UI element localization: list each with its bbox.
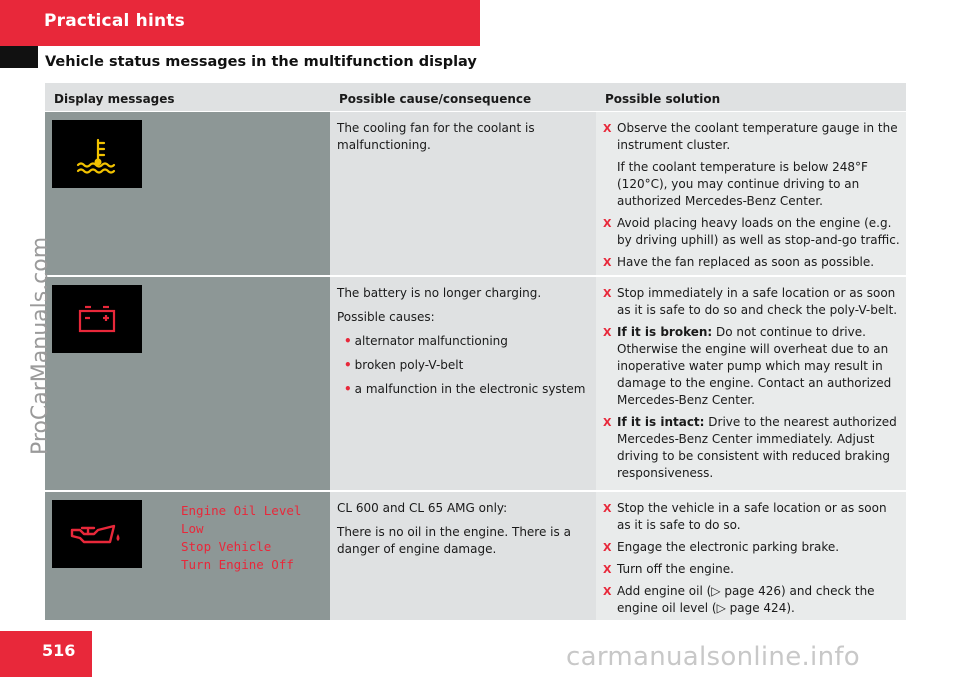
display-cell — [45, 277, 330, 490]
display-cell — [45, 112, 330, 275]
cause-bullet — [337, 357, 588, 374]
cause-text: The cooling fan for the coolant is malfunctioning. — [337, 121, 535, 152]
bullet-text: broken poly-V-belt — [354, 358, 464, 372]
step-marker-icon: X — [603, 585, 612, 598]
oil-warning-message: Engine Oil Level Low Stop Vehicle Turn Engine Off — [181, 503, 302, 572]
cause-bullet — [337, 333, 588, 350]
solution-text: Drive to the nearest authorized Mercedes-Benz Center immediately. Adjust driving to be consistent with reduced braking responsiveness. — [617, 415, 897, 480]
solution-condition: If it is broken: — [617, 325, 713, 339]
solution-step — [602, 500, 902, 534]
solution-step — [602, 414, 902, 482]
watermark-left: ProCarManuals.com — [28, 236, 53, 455]
step-marker-icon: X — [603, 502, 612, 515]
battery-warning-icon — [52, 285, 142, 353]
solution-step — [602, 561, 902, 578]
solution-text: Avoid placing heavy loads on the engine (e.g. by driving uphill) as well as stop-and-go traffic. — [617, 216, 900, 247]
solution-step — [602, 215, 902, 249]
table-row — [45, 112, 906, 277]
column-header-display: Display messages — [54, 92, 175, 106]
display-cell — [45, 492, 330, 620]
cause-text: CL 600 and CL 65 AMG only: — [337, 501, 508, 515]
page-title: Vehicle status messages in the multifunction display — [45, 54, 477, 70]
step-marker-icon: X — [603, 122, 612, 135]
step-marker-icon: X — [603, 541, 612, 554]
cause-text: There is no oil in the engine. There is a danger of engine damage. — [337, 525, 571, 556]
step-marker-icon: X — [603, 416, 612, 429]
engine-oil-warning-icon — [52, 500, 142, 568]
step-marker-icon: X — [603, 256, 612, 269]
solution-step — [602, 324, 902, 409]
section-tab — [0, 0, 480, 46]
cause-cell — [330, 492, 596, 620]
step-marker-icon: X — [603, 563, 612, 576]
solution-cell — [596, 277, 906, 490]
column-header-solution: Possible solution — [605, 92, 721, 106]
solution-step — [602, 583, 902, 617]
solution-text: Observe the coolant temperature gauge in the instrument cluster. — [617, 121, 898, 152]
solution-text: Do not continue to drive. Otherwise the engine will overheat due to an inoperative water pump which may result in damage to the engine. Contact an authorized Mercedes-Benz Center. — [617, 325, 892, 407]
solution-step — [602, 539, 902, 556]
cause-text: Possible causes: — [337, 310, 435, 324]
table-header — [45, 83, 906, 112]
solution-step — [602, 254, 902, 271]
solution-text: Engage the electronic parking brake. — [617, 540, 840, 554]
solution-note: If the coolant temperature is below 248°F (120°C), you may continue driving to an authorized Mercedes-Benz Center. — [617, 160, 868, 208]
solution-text: Stop the vehicle in a safe location or as soon as it is safe to do so. — [617, 501, 887, 532]
bullet-text: alternator malfunctioning — [354, 334, 508, 348]
cause-bullet — [337, 381, 588, 398]
step-marker-icon: X — [603, 326, 612, 339]
page-number: 516 — [42, 641, 76, 660]
status-messages-table — [45, 83, 906, 622]
solution-step — [602, 120, 902, 154]
bullet-icon: • — [344, 358, 352, 372]
edge-marker — [0, 46, 38, 68]
coolant-temperature-warning-icon — [52, 120, 142, 188]
solution-text: Stop immediately in a safe location or as soon as it is safe to do so and check the poly-V-belt. — [617, 286, 898, 317]
section-label: Practical hints — [44, 11, 185, 31]
bullet-text: a malfunction in the electronic system — [354, 382, 586, 396]
page-number-box — [0, 631, 92, 677]
solution-text: Add engine oil (▷ page 426) and check the engine oil level (▷ page 424). — [617, 584, 875, 615]
solution-text: Have the fan replaced as soon as possible. — [617, 255, 875, 269]
solution-cell — [596, 492, 906, 620]
bullet-icon: • — [344, 382, 352, 396]
cause-cell — [330, 277, 596, 490]
table-row — [45, 492, 906, 622]
solution-cell — [596, 112, 906, 275]
solution-condition: If it is intact: — [617, 415, 705, 429]
cause-text: The battery is no longer charging. — [337, 286, 542, 300]
solution-text: Turn off the engine. — [617, 562, 734, 576]
table-row — [45, 277, 906, 492]
cause-cell — [330, 112, 596, 275]
solution-step — [602, 285, 902, 319]
watermark-bottom: carmanualsonline.info — [566, 642, 861, 672]
step-marker-icon: X — [603, 287, 612, 300]
column-header-cause: Possible cause/consequence — [339, 92, 532, 106]
bullet-icon: • — [344, 334, 352, 348]
step-marker-icon: X — [603, 217, 612, 230]
